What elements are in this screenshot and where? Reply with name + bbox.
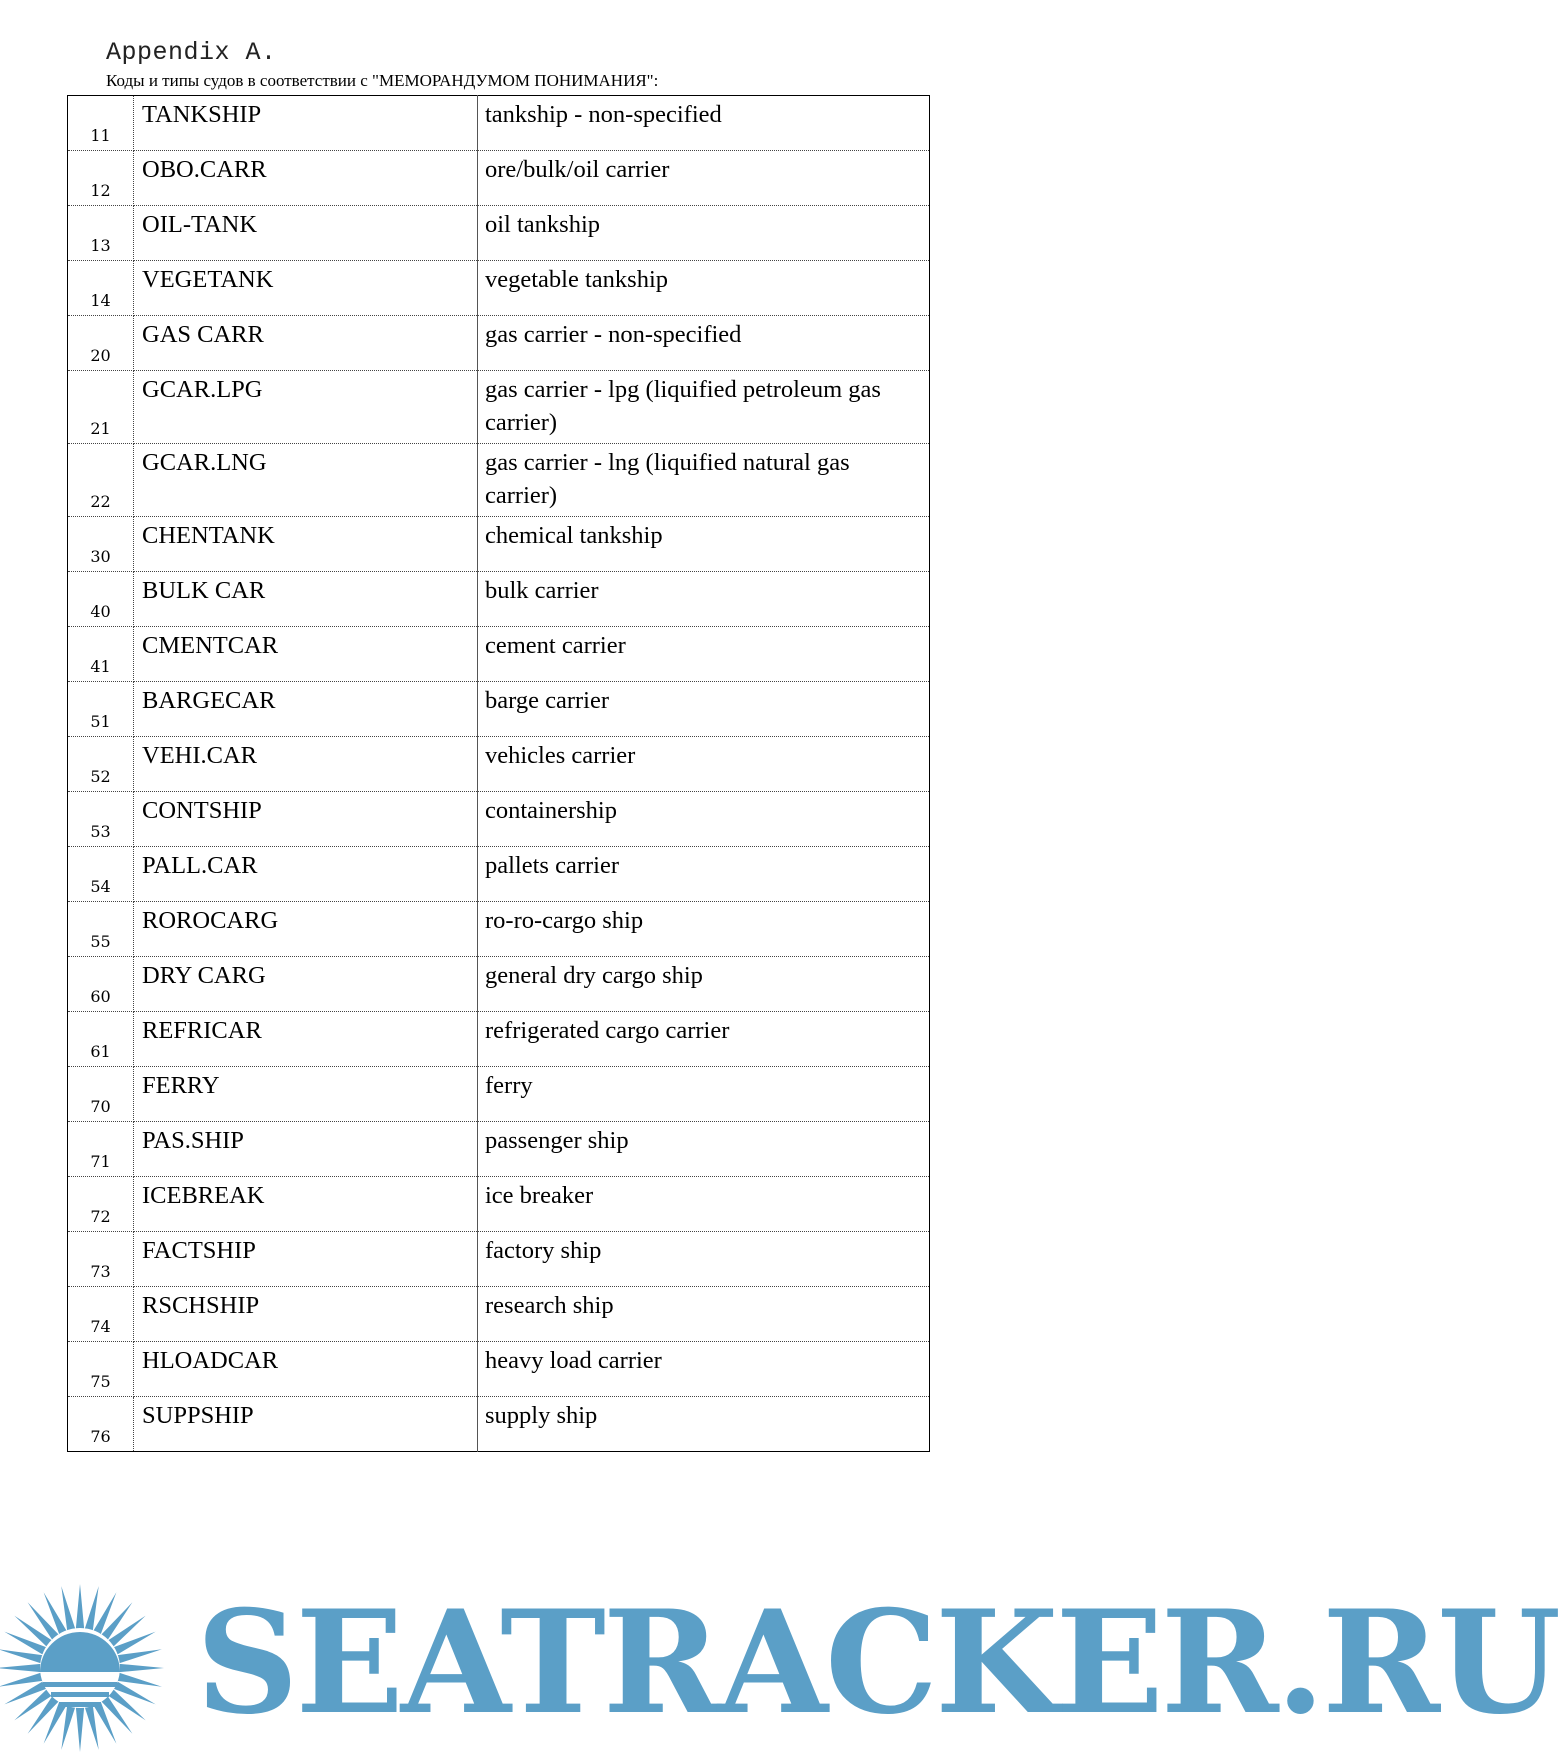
ship-type-code: 54	[68, 847, 134, 902]
ship-type-abbreviation: PALL.CAR	[134, 847, 478, 902]
ship-type-description: containership	[478, 792, 930, 847]
ship-type-abbreviation: OBO.CARR	[134, 151, 478, 206]
ship-type-description: barge carrier	[478, 682, 930, 737]
table-row	[68, 444, 930, 517]
ship-type-abbreviation: SUPPSHIP	[134, 1397, 478, 1452]
ship-type-code: 20	[68, 316, 134, 371]
table-row	[68, 957, 930, 1012]
table-row	[68, 627, 930, 682]
ship-type-abbreviation: VEHI.CAR	[134, 737, 478, 792]
table-row	[68, 1122, 930, 1177]
ship-type-abbreviation: OIL-TANK	[134, 206, 478, 261]
ship-type-abbreviation: GCAR.LNG	[134, 444, 478, 517]
ship-type-description: vehicles carrier	[478, 737, 930, 792]
ship-type-description: tankship - non-specified	[478, 96, 930, 151]
ship-type-code: 22	[68, 444, 134, 517]
ship-type-description: gas carrier - lpg (liquified petroleum gas carrier)	[478, 371, 930, 444]
ship-type-abbreviation: CMENTCAR	[134, 627, 478, 682]
ship-type-abbreviation: GAS CARR	[134, 316, 478, 371]
ship-type-description: heavy load carrier	[478, 1342, 930, 1397]
table-row	[68, 96, 930, 151]
ship-type-abbreviation: ICEBREAK	[134, 1177, 478, 1232]
ship-type-abbreviation: FACTSHIP	[134, 1232, 478, 1287]
sun-wave-line	[51, 1692, 109, 1697]
table-row	[68, 206, 930, 261]
ship-type-code: 40	[68, 572, 134, 627]
ship-type-code: 73	[68, 1232, 134, 1287]
ship-type-abbreviation: VEGETANK	[134, 261, 478, 316]
ship-type-code: 74	[68, 1287, 134, 1342]
ship-type-abbreviation: DRY CARG	[134, 957, 478, 1012]
ship-type-code: 11	[68, 96, 134, 151]
table-row	[68, 1342, 930, 1397]
ship-type-code: 30	[68, 517, 134, 572]
ship-type-description: research ship	[478, 1287, 930, 1342]
ship-type-description: oil tankship	[478, 206, 930, 261]
ship-type-description: pallets carrier	[478, 847, 930, 902]
table-row	[68, 1397, 930, 1452]
ship-type-code: 21	[68, 371, 134, 444]
ship-codes-table	[67, 95, 930, 1452]
ship-type-code: 53	[68, 792, 134, 847]
ship-type-description: ore/bulk/oil carrier	[478, 151, 930, 206]
ship-type-code: 60	[68, 957, 134, 1012]
ship-type-description: factory ship	[478, 1232, 930, 1287]
ship-type-abbreviation: TANKSHIP	[134, 96, 478, 151]
ship-type-code: 61	[68, 1012, 134, 1067]
table-row	[68, 316, 930, 371]
ship-type-description: ro-ro-cargo ship	[478, 902, 930, 957]
table-row	[68, 261, 930, 316]
table-row	[68, 517, 930, 572]
table-row	[68, 1067, 930, 1122]
table-row	[68, 847, 930, 902]
ship-type-code: 71	[68, 1122, 134, 1177]
ship-type-code: 52	[68, 737, 134, 792]
sun-icon	[0, 1584, 164, 1752]
ship-type-abbreviation: FERRY	[134, 1067, 478, 1122]
ship-type-abbreviation: PAS.SHIP	[134, 1122, 478, 1177]
ship-type-abbreviation: ROROCARG	[134, 902, 478, 957]
table-row	[68, 902, 930, 957]
table-row	[68, 737, 930, 792]
ship-type-abbreviation: CONTSHIP	[134, 792, 478, 847]
ship-type-code: 55	[68, 902, 134, 957]
table-row	[68, 1232, 930, 1287]
ship-type-description: passenger ship	[478, 1122, 930, 1177]
ship-type-code: 72	[68, 1177, 134, 1232]
ship-type-description: cement carrier	[478, 627, 930, 682]
ship-type-description: gas carrier - lng (liquified natural gas carrier)	[478, 444, 930, 517]
ship-type-code: 76	[68, 1397, 134, 1452]
ship-type-abbreviation: HLOADCAR	[134, 1342, 478, 1397]
table-row	[68, 1012, 930, 1067]
ship-type-abbreviation: REFRICAR	[134, 1012, 478, 1067]
ship-type-description: gas carrier - non-specified	[478, 316, 930, 371]
table-row	[68, 792, 930, 847]
ship-type-code: 75	[68, 1342, 134, 1397]
ship-type-abbreviation: CHENTANK	[134, 517, 478, 572]
ship-type-description: chemical tankship	[478, 517, 930, 572]
ship-type-description: vegetable tankship	[478, 261, 930, 316]
table-row	[68, 151, 930, 206]
table-caption: Коды и типы судов в соответствии с "МЕМОРАНДУМОМ ПОНИМАНИЯ":	[106, 71, 659, 90]
table-row	[68, 682, 930, 737]
ship-type-abbreviation: BARGECAR	[134, 682, 478, 737]
ship-type-abbreviation: GCAR.LPG	[134, 371, 478, 444]
ship-type-code: 51	[68, 682, 134, 737]
appendix-title: Appendix A.	[106, 38, 277, 67]
ship-type-code: 12	[68, 151, 134, 206]
logo-wordmark: SEATRACKER.RU	[196, 1580, 1558, 1746]
sun-wave-line	[59, 1702, 101, 1707]
table-row	[68, 1177, 930, 1232]
ship-type-description: bulk carrier	[478, 572, 930, 627]
ship-type-code: 70	[68, 1067, 134, 1122]
ship-type-description: ice breaker	[478, 1177, 930, 1232]
ship-type-description: general dry cargo ship	[478, 957, 930, 1012]
ship-type-description: ferry	[478, 1067, 930, 1122]
ship-type-code: 14	[68, 261, 134, 316]
ship-type-code: 41	[68, 627, 134, 682]
ship-type-abbreviation: RSCHSHIP	[134, 1287, 478, 1342]
table-row	[68, 572, 930, 627]
ship-type-description: refrigerated cargo carrier	[478, 1012, 930, 1067]
table-row	[68, 371, 930, 444]
sun-wave-line	[43, 1682, 117, 1687]
table-row	[68, 1287, 930, 1342]
ship-type-code: 13	[68, 206, 134, 261]
ship-type-description: supply ship	[485, 1402, 598, 1429]
ship-type-abbreviation: BULK CAR	[134, 572, 478, 627]
